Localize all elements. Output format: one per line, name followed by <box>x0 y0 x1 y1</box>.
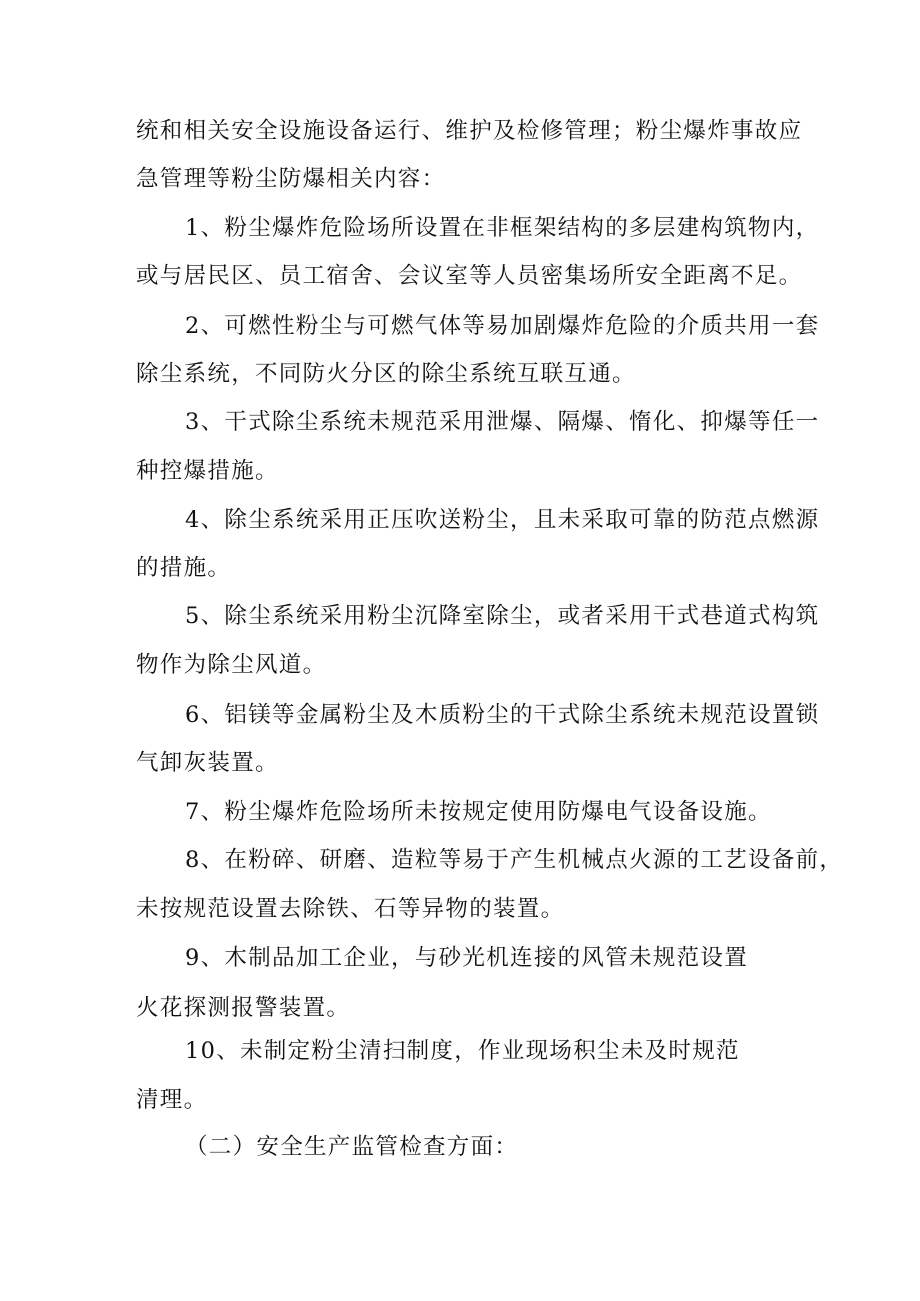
item-7-line-1: 7、粉尘爆炸危险场所未按规定使用防爆电气设备设施。 <box>185 799 772 825</box>
item-5-line-2: 物作为除尘风道。 <box>136 652 327 678</box>
item-10-line-2: 清理。 <box>136 1087 208 1113</box>
item-8-line-1: 8、在粉碎、研磨、造粒等易于产生机械点火源的工艺设备前， <box>185 847 844 873</box>
item-8-line-2: 未按规范设置去除铁、石等异物的装置。 <box>136 896 565 922</box>
item-4-line-2: 的措施。 <box>136 555 232 581</box>
item-4-line-1: 4、除尘系统采用正压吹送粉尘，且未采取可靠的防范点燃源 <box>185 507 820 533</box>
intro-line-1: 统和相关安全设施设备运行、维护及检修管理；粉尘爆炸事故应 <box>136 118 803 144</box>
item-9-line-2: 火花探测报警装置。 <box>136 995 351 1021</box>
item-9-line-1: 9、木制品加工企业，与砂光机连接的风管未规范设置 <box>185 945 749 971</box>
item-6-line-2: 气卸灰装置。 <box>136 750 279 776</box>
section-heading: （二）安全生产监管检查方面： <box>185 1134 519 1160</box>
item-5-line-1: 5、除尘系统采用粉尘沉降室除尘，或者采用干式巷道式构筑 <box>185 603 820 629</box>
item-6-line-1: 6、铝镁等金属粉尘及木质粉尘的干式除尘系统未规范设置锁 <box>185 702 820 728</box>
item-3-line-1: 3、干式除尘系统未规范采用泄爆、隔爆、惰化、抑爆等任一 <box>185 409 820 435</box>
item-2-line-2: 除尘系统，不同防火分区的除尘系统互联互通。 <box>136 361 636 387</box>
item-1-line-2: 或与居民区、员工宿舍、会议室等人员密集场所安全距离不足。 <box>136 263 803 289</box>
item-1-line-1: 1、粉尘爆炸危险场所设置在非框架结构的多层建构筑物内， <box>185 215 820 241</box>
item-10-line-1: 10、未制定粉尘清扫制度，作业现场积尘未及时规范 <box>185 1038 740 1064</box>
intro-line-2: 急管理等粉尘防爆相关内容： <box>136 166 446 192</box>
item-2-line-1: 2、可燃性粉尘与可燃气体等易加剧爆炸危险的介质共用一套 <box>185 313 820 339</box>
item-3-line-2: 种控爆措施。 <box>136 458 279 484</box>
